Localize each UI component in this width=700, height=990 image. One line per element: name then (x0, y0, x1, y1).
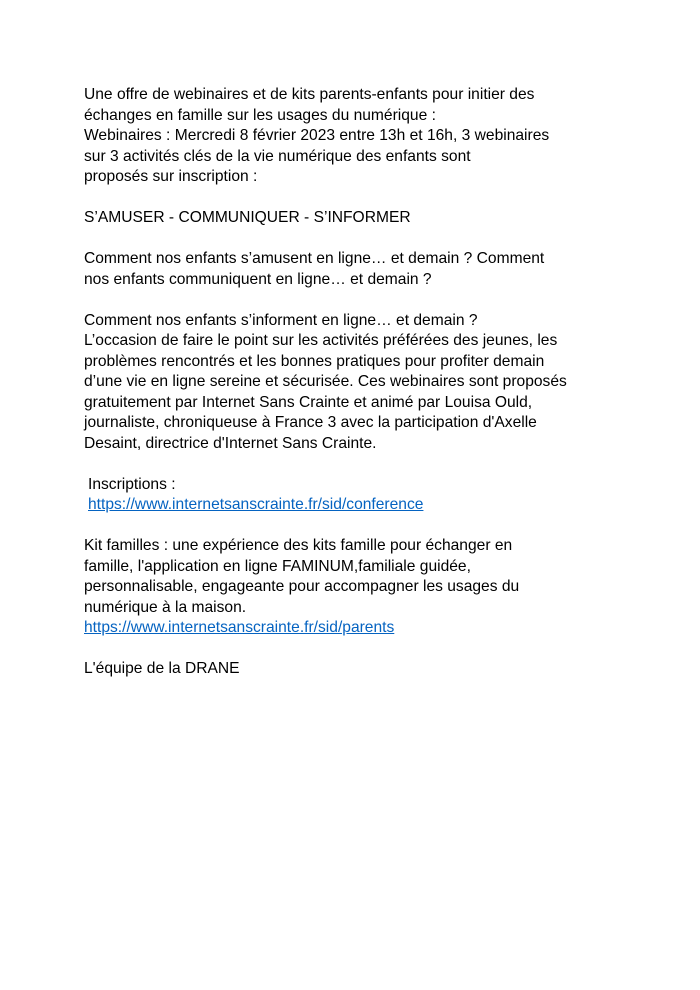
text-line: échanges en famille sur les usages du numérique : (84, 106, 436, 124)
blank-line (84, 454, 644, 475)
kit-link-line (84, 618, 644, 639)
text-line: problèmes rencontrés et les bonnes pratiques pour profiter demain (84, 352, 545, 370)
inscriptions-link-line (84, 495, 644, 516)
text-line: famille, l'application en ligne FAMINUM,familiale guidée, (84, 557, 471, 575)
text-line: personnalisable, engageante pour accompagner les usages du (84, 578, 520, 595)
text-line: proposés sur inscription : (84, 168, 258, 185)
text-line: Webinaires : Mercredi 8 février 2023 entre 13h et 16h, 3 webinaires (84, 127, 550, 144)
text-line: Comment nos enfants s’amusent en ligne… et demain ? Comment (84, 250, 545, 267)
themes-heading: S’AMUSER - COMMUNIQUER - S’INFORMER (84, 209, 411, 226)
text-line: Une offre de webinaires et de kits parents-enfants pour initier des (84, 86, 535, 103)
blank-line (84, 188, 644, 209)
text-line: Kit familles : une expérience des kits famille pour échanger en (84, 537, 513, 554)
blank-line (84, 290, 644, 311)
kit-paragraph (84, 536, 644, 639)
text-line: L’occasion de faire le point sur les activités préférées des jeunes, les (84, 332, 558, 349)
inscriptions-block (84, 475, 644, 516)
blank-line (84, 229, 644, 250)
signature: L'équipe de la DRANE (84, 660, 240, 677)
description-paragraph (84, 311, 644, 455)
text-line: d’une vie en ligne sereine et sécurisée. Ces webinaires sont proposés (84, 373, 567, 390)
blank-line (84, 516, 644, 537)
questions-paragraph (84, 249, 644, 290)
parents-link[interactable]: https://www.internetsanscrainte.fr/sid/parents (84, 619, 395, 636)
document-body (84, 85, 644, 680)
text-line: Desaint, directrice d'Internet Sans Crainte. (84, 434, 377, 452)
text-line: sur 3 activités clés de la vie numérique des enfants sont (84, 147, 471, 165)
conference-link[interactable]: https://www.internetsanscrainte.fr/sid/conference (88, 496, 424, 513)
text-line: numérique à la maison. (84, 598, 247, 616)
blank-line (84, 639, 644, 660)
text-line: Comment nos enfants s’informent en ligne… et demain ? (84, 311, 478, 329)
intro-paragraph (84, 85, 644, 188)
text-line: gratuitement par Internet Sans Crainte et animé par Louisa Ould, (84, 393, 533, 411)
text-line: nos enfants communiquent en ligne… et demain ? (84, 270, 432, 288)
inscriptions-label: Inscriptions : (88, 475, 176, 493)
text-line: journaliste, chroniqueuse à France 3 avec la participation d'Axelle (84, 414, 537, 431)
